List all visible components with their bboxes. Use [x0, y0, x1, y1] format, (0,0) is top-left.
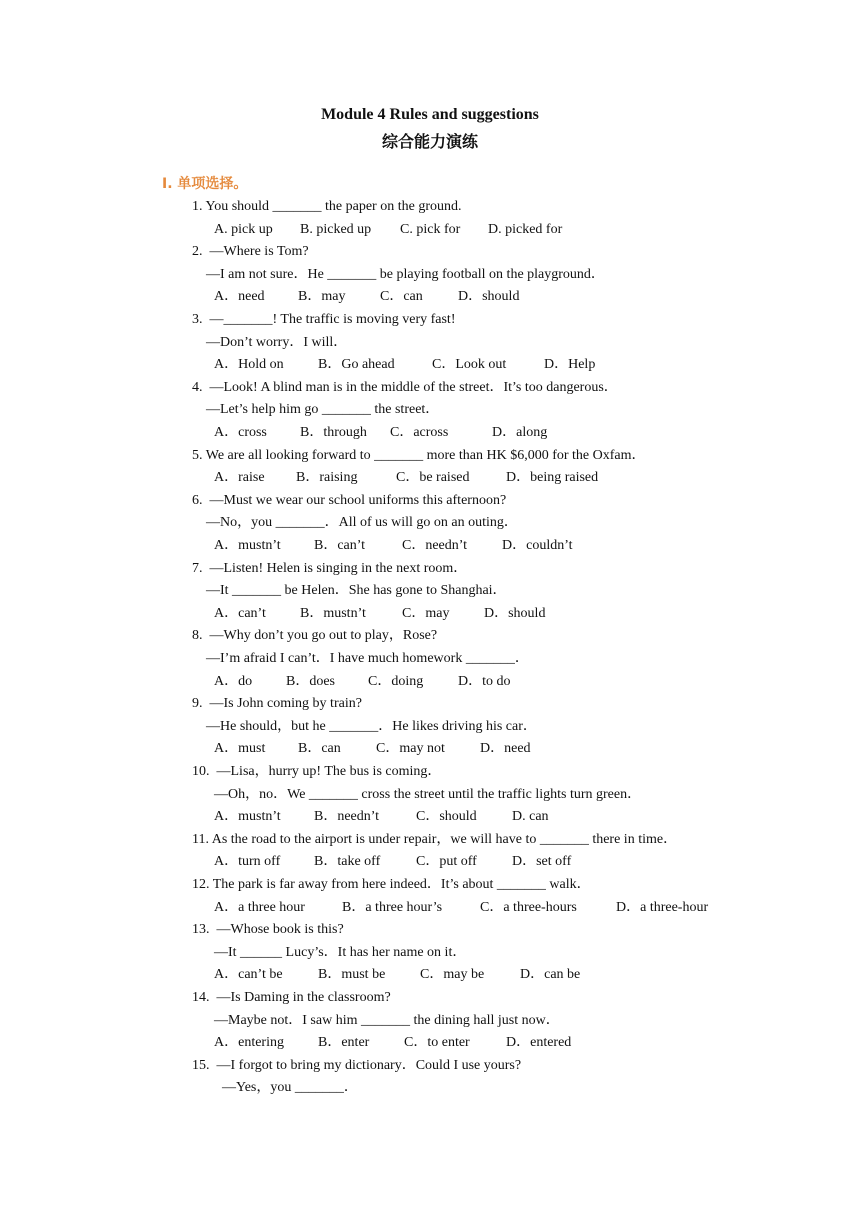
answer-option: D．need [480, 741, 531, 757]
question-stem: 12. The park is far away from here indeed．It’s about _______ walk． [192, 877, 591, 892]
question-response-line: —No，you _______．All of us will go on an outing． [206, 515, 518, 531]
answer-option: A．must [214, 741, 266, 757]
question-stem: 15. —I forgot to bring my dictionary．Could I use yours? [192, 1057, 522, 1073]
answer-option: C．across [390, 425, 449, 440]
answer-option: B．can [298, 741, 341, 757]
question-stem: 14. —Is Daming in the classroom? [192, 990, 391, 1005]
answer-option: B．mustn’t [300, 605, 366, 621]
answer-option: C．be raised [396, 470, 470, 486]
question-response-line: —It _______ be Helen．She has gone to Shanghai． [206, 583, 507, 599]
question-stem: 4. —Look! A blind man is in the middle of the street．It’s too dangerous． [192, 379, 618, 395]
answer-option: B．through [300, 425, 367, 440]
answer-option: C．doing [368, 673, 424, 689]
answer-option: C．may not [376, 741, 445, 757]
answer-option: A．cross [214, 425, 267, 440]
answer-option: C．to enter [404, 1035, 470, 1051]
answer-option: A．raise [214, 470, 265, 486]
answer-option: A．Hold on [214, 357, 284, 373]
question-stem: 2. —Where is Tom? [192, 244, 309, 260]
answer-option: A．can’t [214, 605, 266, 621]
answer-option: D. can [512, 809, 549, 825]
answer-option: C．may be [420, 967, 485, 983]
question-stem: 11. As the road to the airport is under repair，we will have to _______ there in time． [192, 831, 678, 847]
question-response-line: —It ______ Lucy’s．It has her name on it． [214, 944, 467, 960]
answer-option: A．do [214, 673, 253, 689]
answer-option: B．may [298, 289, 346, 305]
answer-option: A. pick up [214, 221, 273, 237]
answer-option: D．set off [512, 854, 572, 870]
answer-option: D. picked for [488, 221, 563, 237]
answer-option: C. pick for [400, 221, 461, 237]
answer-option: D．entered [506, 1035, 572, 1051]
question-response-line: —Oh，no．We _______ cross the street until the traffic lights turn green． [214, 786, 642, 802]
answer-option: D．can be [520, 967, 581, 983]
answer-option: D．to do [458, 673, 511, 689]
answer-option: D．should [458, 289, 520, 305]
answer-option: D．Help [544, 357, 596, 373]
question-stem: 6. —Must we wear our school uniforms this afternoon? [192, 492, 507, 508]
answer-option: C．can [380, 289, 423, 305]
answer-option: C．needn’t [402, 538, 468, 553]
question-stem: 9. —Is John coming by train? [192, 696, 362, 712]
answer-option: B．take off [314, 854, 381, 870]
answer-option: D．a three-hour [616, 899, 709, 915]
question-response-line: —I am not sure．He _______ be playing football on the playground． [206, 266, 605, 282]
answer-option: B．raising [296, 470, 358, 486]
answer-option: B．must be [318, 967, 386, 983]
answer-option: A．can’t be [214, 967, 283, 983]
answer-option: A．mustn’t [214, 538, 281, 553]
question-response-line: —I’m afraid I can’t．I have much homework _______． [206, 651, 529, 666]
question-stem: 8. —Why don’t you go out to play，Rose? [192, 628, 438, 644]
question-stem: 13. —Whose book is this? [192, 922, 344, 938]
answer-option: A．need [214, 289, 265, 305]
answer-option: D．should [484, 605, 546, 621]
question-stem: 5. We are all looking forward to _______ more than HK $6,000 for the Oxfam． [192, 447, 646, 463]
question-response-line: —Let’s help him go _______ the street． [206, 402, 440, 418]
answer-option: C．may [402, 605, 450, 621]
page-title: Module 4 Rules and suggestions [321, 106, 539, 123]
answer-option: C．put off [416, 854, 477, 870]
question-response-line: —Maybe not．I saw him _______ the dining hall just now． [214, 1012, 560, 1028]
question-stem: 1. You should _______ the paper on the ground. [192, 199, 462, 214]
answer-option: B．does [286, 673, 335, 689]
answer-option: D．couldn’t [502, 538, 573, 553]
answer-option: B．enter [318, 1035, 370, 1051]
answer-option: C．should [416, 809, 477, 825]
answer-option: D．being raised [506, 470, 599, 486]
answer-option: B．can’t [314, 538, 366, 553]
answer-option: A．a three hour [214, 899, 305, 915]
answer-option: A．entering [214, 1035, 284, 1051]
answer-option: B. picked up [300, 221, 372, 237]
answer-option: A．mustn’t [214, 809, 281, 825]
answer-option: B．Go ahead [318, 357, 395, 373]
question-response-line: —Don’t worry．I will． [206, 334, 348, 350]
question-stem: 7. —Listen! Helen is singing in the next room． [192, 560, 468, 576]
page-subtitle: 综合能力演练 [381, 132, 478, 151]
question-response-line: —He should，but he _______．He likes driving his car． [206, 718, 537, 734]
question-stem: 10. —Lisa，hurry up! The bus is coming． [192, 764, 442, 779]
answer-option: B．needn’t [314, 809, 380, 825]
question-response-line: —Yes，you _______． [222, 1080, 358, 1096]
answer-option: C．Look out [432, 357, 507, 373]
answer-option: C．a three-hours [480, 899, 577, 915]
question-stem: 3. —_______! The traffic is moving very fast! [192, 312, 456, 327]
answer-option: D．along [492, 425, 548, 440]
section-heading: I. 单项选择。 [162, 176, 248, 192]
answer-option: B．a three hour’s [342, 899, 443, 915]
answer-option: A．turn off [214, 854, 281, 870]
